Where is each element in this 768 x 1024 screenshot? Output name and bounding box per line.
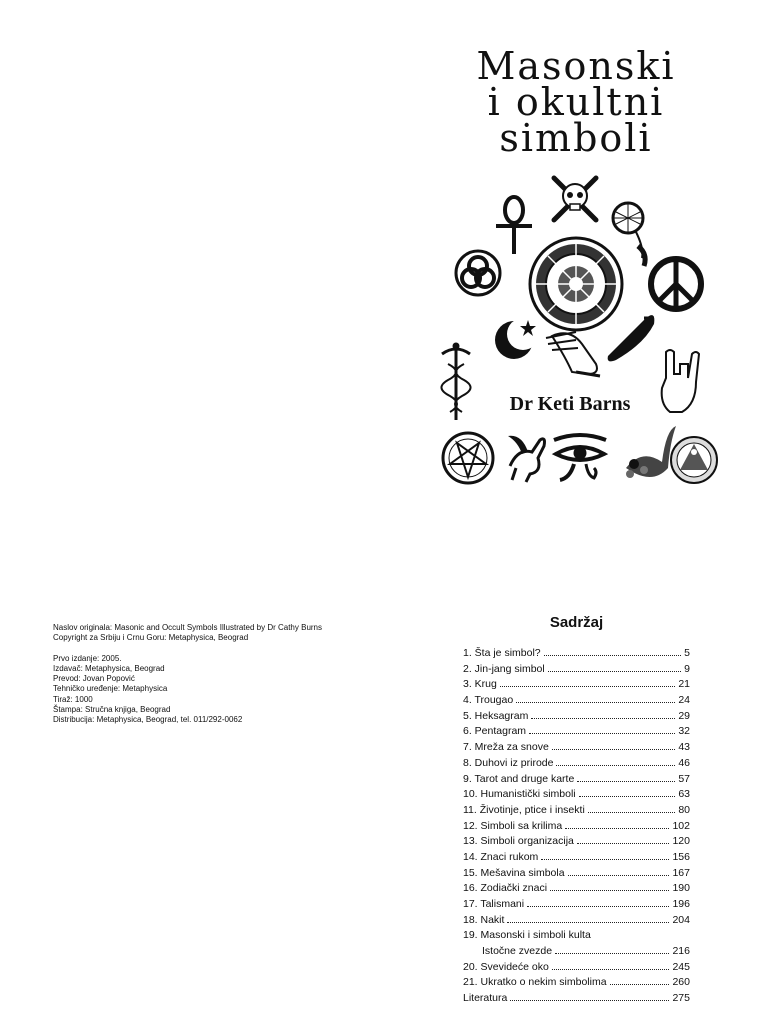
eye-of-horus-icon: [554, 435, 606, 480]
toc-item-label: 21. Ukratko o nekim simbolima: [463, 976, 607, 989]
toc-item-label: 9. Tarot and druge karte: [463, 772, 575, 785]
toc-item-label: 13. Simboli organizacija: [463, 835, 574, 848]
toc-item-page: 43: [678, 741, 690, 754]
toc-item-page: 32: [678, 725, 690, 738]
cover-title: [440, 44, 712, 160]
imprint-copyright: Copyright za Srbiju i Crnu Goru: Metaphysica, Beograd: [53, 633, 249, 643]
peace-icon: [651, 259, 701, 309]
skull-crossbones-icon: [554, 178, 596, 220]
toc-item-page: 46: [678, 756, 690, 769]
toc-item-page: 156: [672, 850, 690, 863]
toc-item-page: 275: [672, 992, 690, 1005]
dreamcatcher-icon: [613, 203, 645, 266]
cover-author: Dr Keti Barns: [509, 393, 631, 415]
toc-row: [463, 881, 690, 897]
imprint-printing: Štampa: Stručna knjiga, Beograd: [53, 705, 171, 715]
toc-leader: [531, 709, 675, 719]
toc-leader: [500, 677, 675, 687]
toc-item-label: 10. Humanistički simboli: [463, 788, 576, 801]
toc-item-label: 12. Simboli sa krilima: [463, 819, 563, 832]
toc-item-label: 16. Zodiački znaci: [463, 882, 548, 895]
toc-item-page: 24: [678, 694, 690, 707]
toc-item-page: 196: [672, 898, 690, 910]
toc-item-page: 102: [672, 819, 690, 832]
toc-item-label: 5. Heksagram: [463, 709, 529, 722]
imprint-distribution: Distribucija: Metaphysica, Beograd, tel. 011/292-0062: [53, 715, 243, 725]
toc-row: [463, 724, 690, 740]
toc-row: [463, 850, 690, 866]
cover-symbols: [430, 168, 720, 498]
imprint-original-title: Naslov originala: Masonic and Occult Symbols Illustrated by Dr Cathy Burns: [53, 623, 322, 632]
horn-icon: [608, 315, 655, 361]
zodiac-wheel-icon: [530, 238, 622, 330]
toc-leader: [552, 740, 676, 750]
imprint-block: [53, 623, 373, 726]
toc-leader: [552, 960, 670, 970]
toc-item-label: 11. Životinje, ptice i insekti: [463, 803, 585, 816]
ankh-icon: [496, 197, 532, 254]
toc-item-page: 245: [672, 960, 690, 973]
toc-row: [463, 677, 690, 693]
toc-leader: [507, 913, 669, 923]
cover-title-line: simboli: [499, 116, 653, 160]
toc-leader: [610, 975, 670, 985]
toc-item-label: 17. Talismani: [463, 898, 525, 910]
triquetra-icon: [456, 251, 500, 295]
toc-row: [463, 646, 690, 662]
toc-leader: [577, 772, 675, 782]
toc-item-page: 9: [684, 662, 690, 675]
toc-row: [463, 787, 690, 803]
toc-row: [463, 975, 690, 991]
toc-item-label: 6. Pentagram: [463, 725, 527, 738]
toc-item-page: 63: [678, 788, 690, 801]
toc-item-label: Istočne zvezde: [482, 945, 553, 958]
toc-item-page: 5: [684, 647, 690, 659]
toc-item-page: 80: [678, 803, 690, 816]
pegasus-icon: [508, 436, 545, 482]
toc-leader: [577, 834, 670, 844]
toc-leader: [527, 897, 669, 907]
toc-item-label: 18. Nakit: [463, 913, 505, 926]
toc-leader: [544, 646, 682, 656]
toc-item-page: 167: [672, 866, 690, 879]
toc-item-page: 57: [678, 772, 690, 785]
toc-item-page: 29: [678, 709, 690, 722]
toc-leader: [529, 724, 675, 734]
toc-row: [463, 960, 690, 976]
toc-item-label: 8. Duhovi iz prirode: [463, 756, 554, 769]
toc-leader: [548, 662, 681, 672]
toc-leader: [565, 819, 669, 829]
horned-hand-icon: [662, 350, 699, 412]
toc-leader: [550, 881, 669, 891]
toc-item-page: 190: [672, 882, 690, 895]
toc-item-label: Literatura: [463, 992, 508, 1005]
imprint-first-edition: Prvo izdanje: 2005.: [53, 653, 122, 663]
cornucopia-icon: [626, 426, 676, 478]
winged-shoe-icon: [546, 332, 600, 376]
toc-item-label: 3. Krug: [463, 678, 497, 691]
crescent-star-icon: [495, 318, 539, 359]
toc-item-label: 2. Jin-jang simbol: [463, 662, 545, 675]
pentagram-icon: [443, 433, 493, 483]
toc-row: [463, 772, 690, 788]
imprint-print-run: Tiraž: 1000: [53, 694, 93, 704]
pyramid-seal-icon: [671, 437, 717, 483]
toc-leader: [568, 866, 670, 876]
toc-item-label: 14. Znaci rukom: [463, 850, 539, 863]
toc-leader: [555, 944, 669, 954]
toc-row: [463, 944, 690, 960]
imprint-technical-editing: Tehničko uređenje: Metaphysica: [53, 684, 168, 694]
cover-title-line: i okultni: [487, 80, 665, 124]
toc-row: [463, 819, 690, 835]
toc-leader: [510, 991, 669, 1001]
toc-item-page: 120: [672, 835, 690, 848]
toc-row: [463, 991, 690, 1007]
toc-row: [463, 834, 690, 850]
toc-leader: [516, 693, 675, 703]
toc-row: [463, 756, 690, 772]
toc-row: [463, 693, 690, 709]
toc-item-label: 4. Trougao: [463, 694, 514, 707]
toc-leader: [588, 803, 676, 813]
toc-row: [463, 866, 690, 882]
toc-item-page: 21: [678, 678, 690, 691]
toc-item-label: 19. Masonski i simboli kulta: [463, 929, 591, 942]
toc-row: [463, 803, 690, 819]
toc-leader: [541, 850, 669, 860]
toc-item-label: 20. Svevideće oko: [463, 960, 549, 973]
toc-item-label: 7. Mreža za snove: [463, 741, 549, 754]
toc-item-label: 1. Šta je simbol?: [463, 647, 541, 659]
toc-item-label: 15. Mešavina simbola: [463, 866, 565, 879]
toc-row: [463, 740, 690, 756]
toc-item-page: 216: [672, 945, 690, 958]
caduceus-icon: [441, 343, 470, 420]
imprint-publisher: Izdavač: Metaphysica, Beograd: [53, 663, 165, 673]
toc-leader: [594, 928, 687, 937]
toc-row: [463, 709, 690, 725]
toc-row: [463, 913, 690, 929]
toc-item-page: 260: [672, 976, 690, 989]
toc-row: [463, 897, 690, 913]
contents-list: [463, 646, 690, 1007]
toc-leader: [579, 787, 676, 797]
toc-leader: [556, 756, 675, 766]
imprint-translation: Prevod: Jovan Popović: [53, 674, 135, 684]
toc-item-page: 204: [672, 913, 690, 926]
cover-title-line: Masonski: [476, 44, 676, 88]
contents-title: Sadržaj: [549, 614, 604, 631]
toc-row: [463, 662, 690, 678]
toc-row: [463, 928, 690, 944]
